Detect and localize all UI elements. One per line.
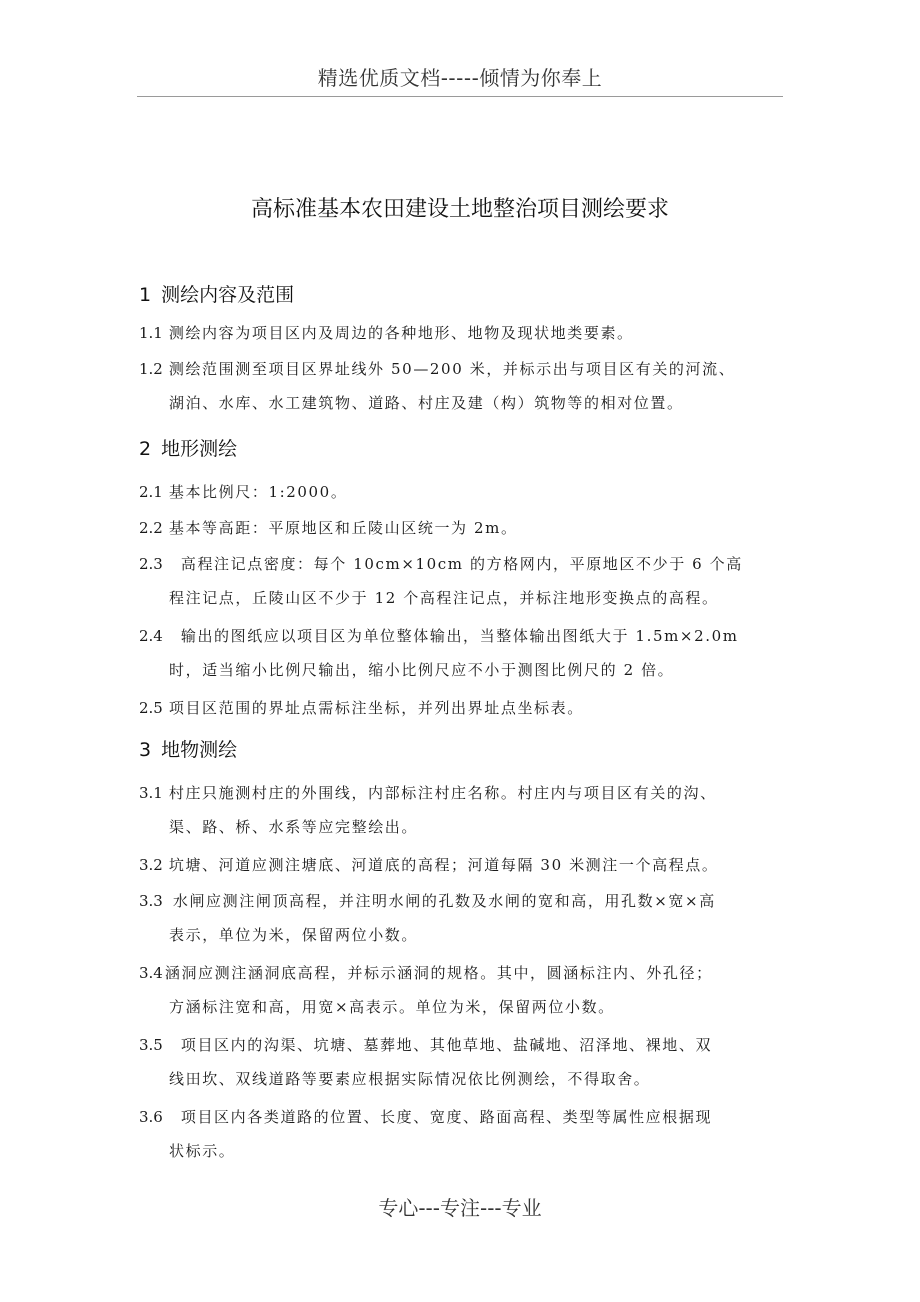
- section-heading-3: [139, 736, 237, 764]
- section-heading-2: [139, 435, 237, 463]
- section-heading-1: [139, 281, 294, 309]
- paragraph-3-2: [139, 848, 784, 882]
- paragraph-2-1: [139, 475, 784, 509]
- paragraph-number: 1.2: [139, 360, 163, 378]
- paragraph-1-2: [139, 352, 784, 420]
- paragraph-text: 项目区内各类道路的位置、长度、宽度、路面高程、类型等属性应根据现: [180, 1108, 713, 1126]
- paragraph-number: 2.3: [139, 555, 163, 573]
- paragraph-2-3: [139, 547, 784, 615]
- paragraph-text-continued: 表示，单位为米，保留两位小数。: [169, 926, 419, 944]
- page-header-text: 精选优质文档-----倾情为你奉上: [317, 66, 603, 90]
- paragraph-number: 3.5: [139, 1036, 163, 1054]
- paragraph-number: 3.1: [139, 784, 163, 802]
- paragraph-text: 项目区范围的界址点需标注坐标，并列出界址点坐标表。: [168, 699, 584, 717]
- paragraph-text: 测绘范围测至项目区界址线外 50—200 米，并标示出与项目区有关的河流、: [168, 360, 736, 378]
- paragraph-text: 输出的图纸应以项目区为单位整体输出，当整体输出图纸大于 1.5m×2.0m: [180, 627, 739, 645]
- paragraph-text: 测绘内容为项目区内及周边的各种地形、地物及现状地类要素。: [168, 324, 634, 342]
- paragraph-2-5: [139, 691, 784, 725]
- paragraph-text: 基本比例尺：1:2000。: [168, 483, 348, 501]
- paragraph-number: 3.6: [139, 1108, 163, 1126]
- section-heading-text: 地物测绘: [161, 739, 238, 761]
- paragraph-text-continued: 湖泊、水库、水工建筑物、道路、村庄及建（构）筑物等的相对位置。: [169, 394, 684, 412]
- section-heading-text: 地形测绘: [161, 438, 238, 460]
- paragraph-3-6: [139, 1100, 784, 1168]
- paragraph-3-1: [139, 776, 784, 844]
- section-number: 3: [139, 739, 152, 761]
- paragraph-text: 水闸应测注闸顶高程，并注明水闸的孔数及水闸的宽和高，用孔数×宽×高: [172, 892, 716, 910]
- section-number: 1: [139, 284, 152, 306]
- paragraph-3-5: [139, 1028, 784, 1096]
- paragraph-text-continued: 渠、路、桥、水系等应完整绘出。: [169, 818, 419, 836]
- section-number: 2: [139, 438, 152, 460]
- page-footer: 专心---专注---专业: [378, 1196, 542, 1220]
- paragraph-number: 3.2: [139, 856, 163, 874]
- paragraph-number: 2.5: [139, 699, 163, 717]
- paragraph-2-2: [139, 511, 784, 545]
- page-header: [137, 62, 783, 97]
- paragraph-text: 涵洞应测注涵洞底高程，并标示涵洞的规格。其中，圆涵标注内、外孔径；: [164, 964, 713, 982]
- document-title: 高标准基本农田建设土地整治项目测绘要求: [250, 197, 669, 222]
- paragraph-number: 2.2: [139, 519, 163, 537]
- paragraph-3-3: [139, 884, 784, 952]
- paragraph-number: 2.4: [139, 627, 163, 645]
- paragraph-text: 项目区内的沟渠、坑塘、墓葬地、其他草地、盐碱地、沼泽地、裸地、双: [180, 1036, 713, 1054]
- paragraph-3-4: [139, 956, 784, 1024]
- paragraph-text: 高程注记点密度：每个 10cm×10cm 的方格网内，平原地区不少于 6 个高: [180, 555, 743, 573]
- paragraph-number: 3.4: [139, 964, 163, 982]
- paragraph-1-1: [139, 316, 784, 350]
- paragraph-text-continued: 方涵标注宽和高，用宽×高表示。单位为米，保留两位小数。: [169, 998, 615, 1016]
- paragraph-2-4: [139, 619, 784, 687]
- paragraph-number: 3.3: [139, 892, 163, 910]
- paragraph-text-continued: 线田坎、双线道路等要素应根据实际情况依比例测绘，不得取舍。: [169, 1070, 651, 1088]
- paragraph-text: 坑塘、河道应测注塘底、河道底的高程；河道每隔 30 米测注一个高程点。: [168, 856, 719, 874]
- paragraph-text: 基本等高距：平原地区和丘陵山区统一为 2m。: [168, 519, 518, 537]
- paragraph-text-continued: 程注记点，丘陵山区不少于 12 个高程注记点，并标注地形变换点的高程。: [169, 589, 719, 607]
- paragraph-text: 村庄只施测村庄的外围线，内部标注村庄名称。村庄内与项目区有关的沟、: [168, 784, 717, 802]
- paragraph-number: 1.1: [139, 324, 163, 342]
- section-heading-text: 测绘内容及范围: [161, 284, 295, 306]
- paragraph-number: 2.1: [139, 483, 163, 501]
- paragraph-text-continued: 状标示。: [169, 1142, 236, 1160]
- paragraph-text-continued: 时，适当缩小比例尺输出，缩小比例尺应不小于测图比例尺的 2 倍。: [169, 661, 675, 679]
